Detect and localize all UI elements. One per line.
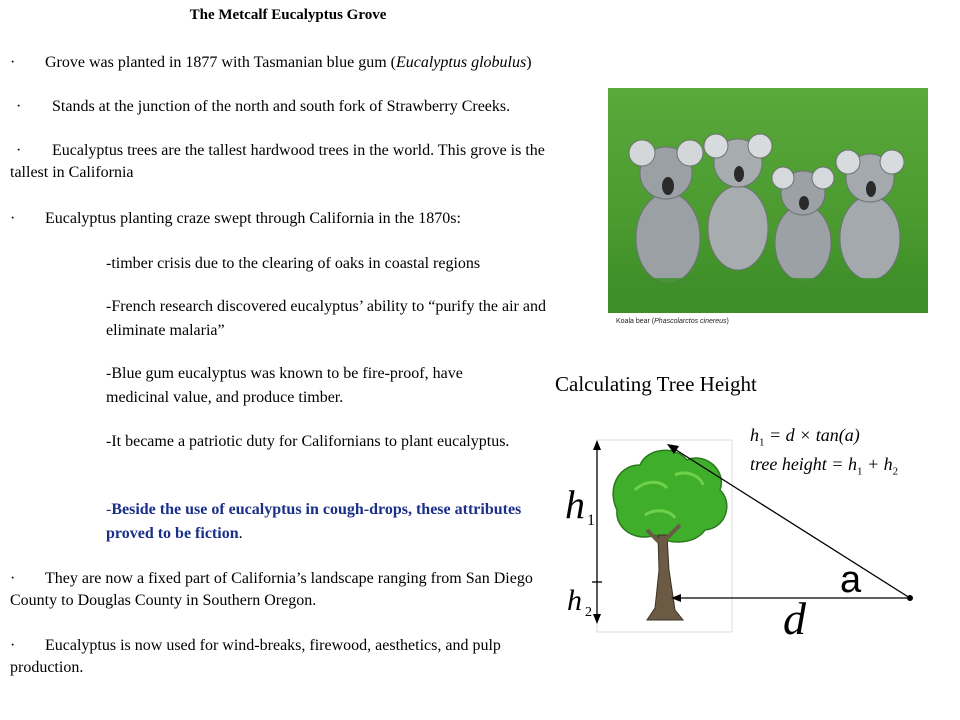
page-title: The Metcalf Eucalyptus Grove [189,7,387,23]
caption-suffix: ) [726,318,729,325]
bullet-craze-text: Eucalyptus planting craze swept through California in the 1870s: [45,210,461,227]
fiction-statement: Beside the use of eucalyptus in cough-drops, these attributes proved to be fiction [106,501,522,542]
species-name: Eucalyptus globulus [395,54,527,71]
fiction-dash: - [106,501,112,518]
formula2-sub2: 2 [892,465,899,478]
fiction-period: . [238,525,243,542]
bullet-uses-text: Eucalyptus is now used for wind-breaks, firewood, aesthetics, and pulp production. [10,637,501,676]
koala-photo [608,88,928,313]
bullet-landscape [10,568,570,612]
bullet-tallest [10,140,555,184]
label-h1-sub: 1 [587,512,595,529]
formula2-mid: + h [862,454,893,474]
bullet-uses [10,635,555,679]
bullet-junction-text: Stands at the junction of the north and south fork of Strawberry Creeks. [52,98,511,115]
bullet-marker: · [10,570,16,587]
caption-prefix: Koala bear ( [616,318,655,325]
subpoint-fiction [106,498,526,546]
diagram-heading: Calculating Tree Height [555,372,757,396]
bullet-marker: · [16,142,22,159]
bullet-craze [10,208,570,230]
formula2-lhs: tree height = h [750,454,857,474]
formula-h1-lhs: h [750,425,759,445]
caption-species: Phascolarctos cinereus [654,318,727,325]
subpoint-french-research: -French research discovered eucalyptus’ ability to “purify the air and eliminate malaria” [106,298,546,339]
subpoint-patriotic: -It became a patriotic duty for Californians to plant eucalyptus. [106,433,510,450]
formula-h1-sub: 1 [759,436,765,449]
bullet-marker: · [10,54,16,71]
bullet-marker: · [16,98,22,115]
tree-height-diagram [555,430,925,650]
bullet-planted [10,52,555,74]
observer-point [907,595,913,601]
formula2-sub1: 1 [856,465,863,478]
bullet-junction [10,96,555,118]
label-h2-sub: 2 [585,605,592,620]
bullet-planted-text: Grove was planted in 1877 with Tasmanian blue gum ( [45,54,396,71]
label-distance-d: d [783,593,806,644]
koala-illustration [608,88,928,313]
bullet-tallest-text: Eucalyptus trees are the tallest hardwood trees in the world. This grove is the tallest in California [10,142,545,181]
formula-h1-rhs: = d × tan(a) [764,425,860,445]
label-h2: h [567,584,582,617]
bullet-planted-end: ) [526,54,532,71]
bullet-marker: · [10,637,16,654]
bullet-landscape-text: They are now a fixed part of California’s landscape ranging from San Diego County to Douglas County in Southern Oregon. [10,570,533,609]
label-angle-a: a [840,559,862,601]
photo-caption [616,318,729,325]
subpoint-timber: -timber crisis due to the clearing of oaks in coastal regions [106,255,481,272]
bullet-marker: · [10,210,16,227]
subpoint-fireproof: -Blue gum eucalyptus was known to be fire-proof, have medicinal value, and produce timber. [106,365,463,406]
label-h1: h [565,482,585,527]
